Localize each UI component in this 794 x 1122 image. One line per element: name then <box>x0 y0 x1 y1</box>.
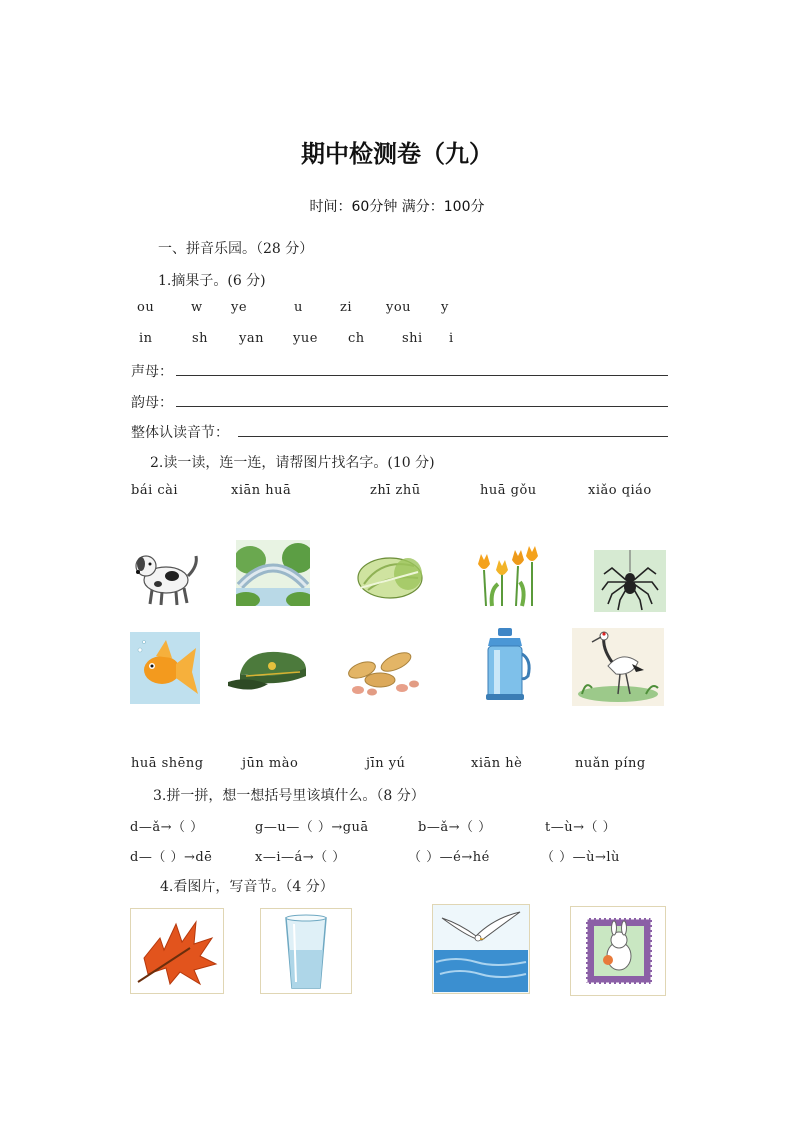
pinyin-item: ou <box>137 300 155 315</box>
spelling-item[interactable]: （ ）—ù→lù <box>541 850 620 865</box>
pinyin-word: jūn mào <box>242 756 299 771</box>
pinyin-item: zi <box>340 300 353 315</box>
pinyin-word: xiān huā <box>231 483 292 498</box>
q3-heading: 3.拼一拼，想一想括号里该填什么。（8 分） <box>153 788 425 804</box>
dog-image[interactable] <box>130 542 204 608</box>
shengmu-answer-line[interactable] <box>176 375 668 376</box>
pinyin-item: yue <box>293 331 318 346</box>
spelling-item[interactable]: x—i—á→（ ） <box>255 850 346 865</box>
thermos-image[interactable] <box>478 626 534 702</box>
pinyin-item: in <box>139 331 153 346</box>
pinyin-word: huā shēng <box>131 756 204 771</box>
page-title: 期中检测卷（九） <box>301 140 493 168</box>
pinyin-word: bái cài <box>131 483 179 498</box>
pinyin-item: yan <box>239 331 264 346</box>
goldfish-image[interactable] <box>130 632 200 704</box>
spelling-item[interactable]: d—ǎ→（ ） <box>130 820 204 835</box>
pinyin-word: zhī zhū <box>370 483 421 498</box>
peanuts-image[interactable] <box>344 646 424 698</box>
leaf-image[interactable] <box>130 908 224 994</box>
zhengti-answer-line[interactable] <box>238 436 668 437</box>
stamp-image[interactable] <box>570 906 666 996</box>
spelling-item[interactable]: t—ù→（ ） <box>545 820 617 835</box>
pinyin-item: ye <box>231 300 248 315</box>
pinyin-word: jīn yú <box>366 756 406 771</box>
pinyin-item: ch <box>348 331 365 346</box>
crane-image[interactable] <box>572 628 664 706</box>
pinyin-item: y <box>441 300 449 315</box>
zhengti-label: 整体认读音节： <box>131 425 229 441</box>
cabbage-image[interactable] <box>352 548 426 604</box>
seagull-image[interactable] <box>432 904 530 994</box>
section-heading: 一、拼音乐园。（28 分） <box>158 241 314 257</box>
pinyin-item: i <box>449 331 454 346</box>
pinyin-item: you <box>386 300 412 315</box>
spelling-item[interactable]: b—ǎ→（ ） <box>418 820 492 835</box>
spelling-item[interactable]: （ ）—é→hé <box>408 850 490 865</box>
shengmu-label: 声母： <box>131 364 173 380</box>
cup-image[interactable] <box>260 908 352 994</box>
spelling-item[interactable]: g—u—（ ）→guā <box>255 820 369 835</box>
cap-image[interactable] <box>226 646 310 696</box>
bridge-image[interactable] <box>236 540 310 606</box>
pinyin-word: xiǎo qiáo <box>588 483 652 498</box>
yunmu-label: 韵母： <box>131 395 173 411</box>
tulips-image[interactable] <box>472 544 542 608</box>
pinyin-word: xiān hè <box>471 756 523 771</box>
q4-heading: 4.看图片，写音节。（4 分） <box>160 879 334 895</box>
q1-heading: 1.摘果子。(6 分) <box>158 273 266 289</box>
pinyin-item: u <box>294 300 303 315</box>
spider-image[interactable] <box>594 550 666 612</box>
pinyin-item: shi <box>402 331 423 346</box>
pinyin-item: sh <box>192 331 209 346</box>
yunmu-answer-line[interactable] <box>176 406 668 407</box>
pinyin-item: w <box>191 300 203 315</box>
q2-heading: 2.读一读，连一连，请帮图片找名字。(10 分) <box>150 455 435 471</box>
exam-info: 时间：60分钟 满分：100分 <box>309 199 485 215</box>
pinyin-word: nuǎn píng <box>575 756 646 771</box>
spelling-item[interactable]: d—（ ）→dē <box>130 850 213 865</box>
pinyin-word: huā gǒu <box>480 483 537 498</box>
